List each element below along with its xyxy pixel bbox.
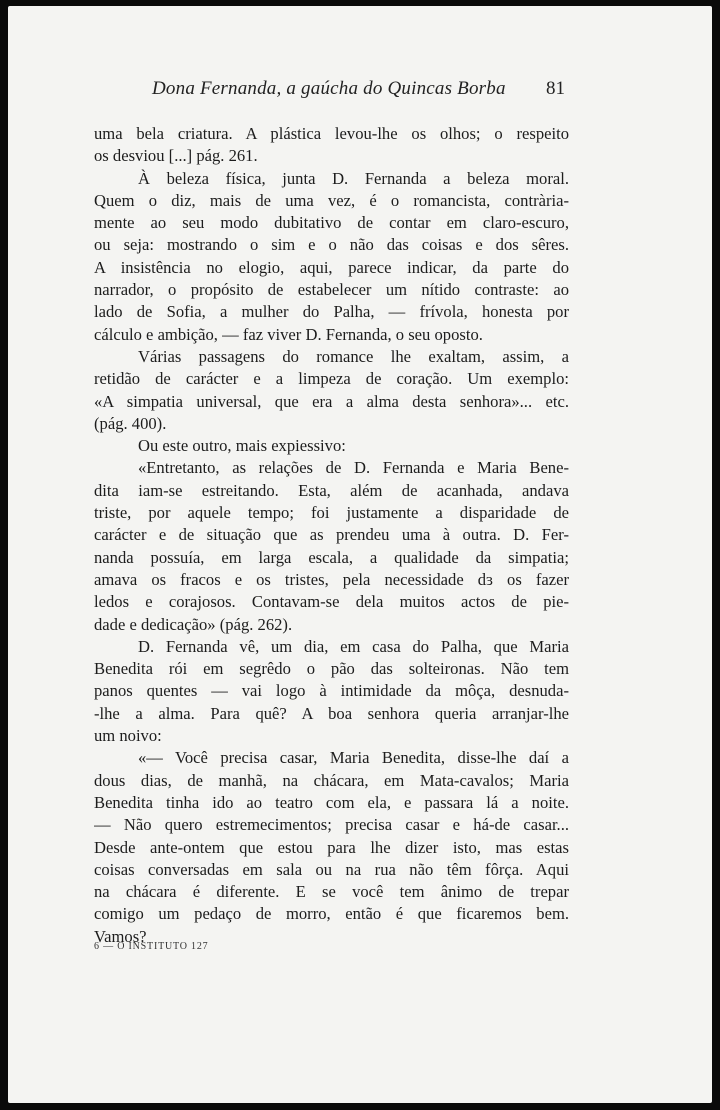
text-line: os desviou [...] pág. 261. xyxy=(94,146,258,166)
text-line: na chácara é diferente. E se você tem ânimo de trepar xyxy=(94,882,569,902)
text-line: cálculo e ambição, — faz viver D. Fernanda, o seu oposto. xyxy=(94,324,483,344)
text-line: retidão de carácter e a limpeza de coração. Um exemplo: xyxy=(94,369,569,389)
text-line: um noivo: xyxy=(94,726,162,746)
text-line: Várias passagens do romance lhe exaltam, assim, a xyxy=(138,346,569,366)
text-line: A insistência no elogio, aqui, parece indicar, da parte do xyxy=(94,257,569,277)
text-line: D. Fernanda vê, um dia, em casa do Palha, que Maria xyxy=(138,636,569,656)
text-line: Desde ante-ontem que estou para lhe dizer isto, mas estas xyxy=(94,837,569,857)
text-line: -lhe a alma. Para quê? A boa senhora queria arranjar-lhe xyxy=(94,703,569,723)
text-line: — Não quero estremecimentos; precisa casar e há-de casar... xyxy=(94,815,569,835)
text-line: dita iam-se estreitando. Esta, além de acanhada, andava xyxy=(94,480,569,500)
page-header xyxy=(8,78,712,108)
text-line: «— Você precisa casar, Maria Benedita, disse-lhe daí a xyxy=(138,748,569,768)
text-line: amava os fracos e os tristes, pela necessidade dɜ os fazer xyxy=(94,569,569,589)
text-line: narrador, o propósito de estabelecer um nítido contraste: ao xyxy=(94,280,569,300)
text-line: Quem o diz, mais de uma vez, é o romancista, contrària- xyxy=(94,190,569,210)
text-line: uma bela criatura. A plástica levou-lhe os olhos; o respeito xyxy=(94,124,569,143)
text-line: ledos e corajosos. Contavam-se dela muitos actos de pie- xyxy=(94,592,569,612)
text-line: Benedita tinha ido ao teatro com ela, e passara lá a noite. xyxy=(94,792,569,812)
text-line: dous dias, de manhã, na chácara, em Mata-cavalos; Maria xyxy=(94,770,569,790)
text-line: triste, por aquele tempo; foi justamente a disparidade de xyxy=(94,503,569,523)
text-line: dade e dedicação» (pág. 262). xyxy=(94,614,293,634)
text-line: «A simpatia universal, que era a alma desta senhora»... etc. xyxy=(94,391,569,411)
text-line: comigo um pedaço de morro, então é que ficaremos bem. xyxy=(94,904,569,924)
text-line: «Entretanto, as relações de D. Fernanda e Maria Bene- xyxy=(138,458,569,478)
body-text xyxy=(94,123,569,948)
text-line: mente ao seu modo dubitativo de contar em claro-escuro, xyxy=(94,213,569,233)
text-line: (pág. 400). xyxy=(94,413,167,433)
text-line: À beleza física, junta D. Fernanda a beleza moral. xyxy=(138,168,569,188)
text-line: coisas conversadas em sala ou na rua não têm fôrça. Aqui xyxy=(94,859,569,879)
text-line: Vamos? xyxy=(94,926,147,946)
text-line: Ou este outro, mais expiessivo: xyxy=(138,436,346,456)
book-page xyxy=(8,6,712,1103)
running-title: Dona Fernanda, a gaúcha do Quincas Borba xyxy=(152,78,506,99)
signature-mark: 6 — O INSTITUTO 127 xyxy=(94,941,209,952)
text-line: carácter e de situação que as prendeu uma à outra. D. Fer- xyxy=(94,525,569,545)
text-line: nanda possuía, em larga escala, a qualidade da simpatia; xyxy=(94,547,569,567)
text-line: ou seja: mostrando o sim e o não das coisas e dos sêres. xyxy=(94,235,569,255)
page-number: 81 xyxy=(546,78,565,99)
text-line: panos quentes — vai logo à intimidade da môça, desnuda- xyxy=(94,681,569,701)
text-line: lado de Sofia, a mulher do Palha, — frívola, honesta por xyxy=(94,302,569,322)
text-line: Benedita rói em segrêdo o pão das solteironas. Não tem xyxy=(94,659,569,679)
